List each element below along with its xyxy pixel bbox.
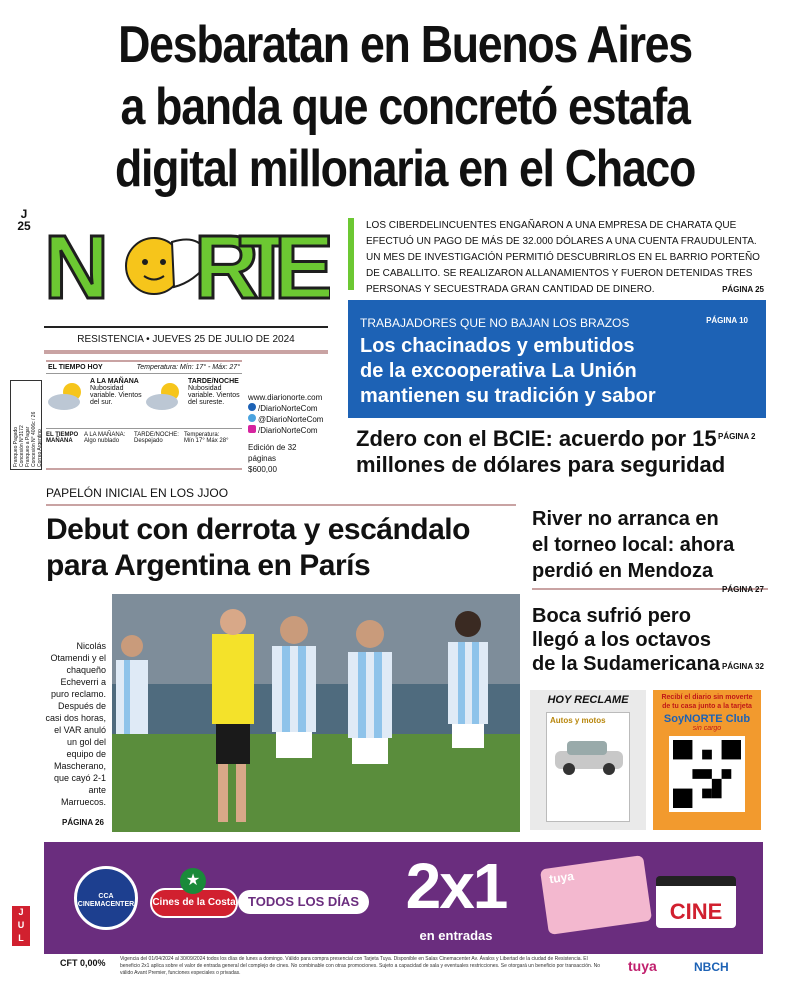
dateline: RESISTENCIA • JUEVES 25 DE JULIO DE 2024	[44, 326, 328, 345]
ad-fine-print: Vigencia del 01/04/2024 al 30/09/2024 todos los días de lunes a domingo. Válido para compra presencial con Tarjeta Tuya. Disponible en Salas Cinemacenter Av. Ávalos y Libertad de la ciudad de Resistencia. El beneficio 2x1 aplica sobre el valor de entrada general del complejo de cines. No combinable con otras promociones. Sujeto a capacidad de sala y eventuales restricciones. Se otorgará un beneficio por transacción. No válido Avant Premier, funciones especiales o privadas.	[120, 956, 601, 976]
contact-info	[248, 392, 338, 475]
reclame-subtitle: Autos y motos	[550, 716, 606, 725]
cinema-ad[interactable]	[44, 842, 763, 954]
day-marker	[14, 208, 34, 232]
page-ref: PÁGINA 32	[722, 662, 764, 671]
day-letter: J	[20, 207, 28, 221]
weather-afternoon	[144, 378, 242, 414]
postal-line: Correo Argentino	[37, 429, 43, 467]
weather-title: EL TIEMPO HOY	[48, 364, 103, 371]
reclame-cover	[546, 712, 630, 822]
ad-promo: 2x1	[405, 850, 507, 922]
svg-text:N: N	[44, 222, 105, 310]
page-ref: PÁGINA 10	[706, 316, 748, 325]
headline-line-2: a banda que concretó estafa	[120, 78, 690, 136]
cinemacenter-logo: CCA CINEMACENTER	[74, 866, 138, 930]
postal-info-box	[10, 380, 42, 470]
tomorrow-morning-text: Algo nublado	[84, 438, 120, 444]
instagram-icon	[248, 425, 256, 433]
tomorrow-afternoon-text: Despejado	[134, 438, 163, 444]
edition-pages: Edición de 32 páginas	[248, 443, 297, 463]
page-ref: PÁGINA 27	[722, 585, 764, 594]
boca-line-2: llegó a los octavos	[532, 629, 711, 651]
soy-line-1: Recibí el diario sin moverte	[661, 694, 753, 701]
edition-price: $600,00	[248, 465, 277, 474]
afternoon-label: TARDE/NOCHE	[188, 378, 239, 385]
postal-line: Franqueo Pagado	[13, 426, 19, 467]
morning-label: A LA MAÑANA	[90, 378, 139, 385]
tomorrow-afternoon-label: TARDE/NOCHE:	[134, 432, 179, 438]
soy-brand: SoyNORTE Club	[663, 713, 751, 725]
qr-pattern	[673, 740, 741, 808]
boca-line-1: Boca sufrió pero	[532, 605, 691, 627]
feature-line-3: mantienen su tradición y sabor	[360, 385, 656, 407]
sun-cloud-icon	[144, 378, 188, 414]
soy-line-2: de tu casa junto a la tarjeta	[662, 703, 752, 710]
tomorrow-morning-label: A LA MAÑANA:	[84, 432, 126, 438]
feature-line-2: de la excooperativa La Unión	[360, 360, 637, 382]
facebook-link[interactable]: /DiarioNorteCom	[248, 403, 338, 414]
postal-line: Concesión N° 4006c / 26	[31, 411, 37, 467]
tomorrow-temp-text: Mín 17° Máx 28°	[184, 438, 229, 444]
lede-summary[interactable]	[348, 218, 766, 298]
qr-code-icon[interactable]	[669, 736, 745, 812]
feature-story[interactable]	[348, 300, 766, 418]
ad-days: TODOS LOS DÍAS	[238, 890, 369, 914]
main-headline[interactable]	[83, 14, 728, 200]
main-line-2: para Argentina en París	[46, 549, 371, 582]
main-kicker: PAPELÓN INICIAL EN LOS JJOO	[46, 486, 516, 506]
feature-line-1: Los chacinados y embutidos	[360, 335, 635, 357]
postal-line: Franqueo a Pagar	[25, 426, 31, 467]
twitter-link[interactable]: @DiarioNorteCom	[248, 414, 338, 425]
website-link[interactable]: www.diarionorte.com	[248, 393, 323, 402]
weather-temperature: Temperatura: Mín: 17° - Máx: 27°	[136, 364, 240, 371]
story-river[interactable]	[532, 506, 768, 590]
page-ref: PÁGINA 25	[722, 285, 764, 294]
ad-promo-sub: en entradas	[419, 928, 493, 943]
promo-soynorte[interactable]	[653, 690, 761, 830]
tuya-logo: tuya	[628, 958, 657, 974]
football-photo	[112, 594, 520, 832]
boca-line-3: de la Sudamericana	[532, 653, 720, 675]
divider	[44, 350, 328, 354]
soy-tag: sin cargo	[692, 725, 722, 732]
cines-costa-logo: Cines de la Costa	[150, 888, 238, 918]
morning-text: Nubosidad variable. Vientos del sur.	[90, 385, 142, 406]
sun-cloud-icon	[46, 378, 90, 414]
facebook-icon	[248, 403, 256, 411]
story2-line-2: millones de dólares para seguridad	[356, 452, 726, 477]
ad-cft: CFT 0,00%	[60, 958, 106, 968]
reclame-title: HOY RECLAME	[547, 694, 629, 706]
norte-logo-graphic	[44, 222, 330, 310]
page-ref: PÁGINA 2	[718, 432, 756, 441]
headline-line-1: Desbaratan en Buenos Aires	[118, 16, 692, 74]
lede-text: LOS CIBERDELINCUENTES ENGAÑARON A UNA EMPRESA DE CHARATA QUE EFECTUÓ UN PAGO DE MÁS DE 32.000 DÓLARES A UNA CUENTA FRAUDULENTA. UN MES DE INVESTIGACIÓN PERMITIÓ DESCUBRIRLOS EN EL BARRIO PORTEÑO DE CABALLITO. SE REALIZARON ALLANAMIENTOS Y FUERON DETENIDAS TRES PERSONAS Y SECUESTRADA GRAN CANTIDAD DE DINERO.	[366, 220, 760, 295]
svg-text:RTE: RTE	[194, 222, 330, 310]
headline-line-3: digital millonaria en el Chaco	[114, 140, 696, 198]
postal-line: Concesión N°3172	[19, 425, 25, 467]
main-story-headline[interactable]	[46, 512, 526, 584]
day-number: 25	[17, 219, 31, 233]
month-tab: JUL	[12, 906, 30, 946]
river-line-1: River no arranca en	[532, 508, 719, 530]
star-icon: ★	[180, 868, 206, 894]
weather-box	[46, 360, 242, 470]
story-zdero[interactable]	[356, 426, 766, 478]
weather-morning	[46, 378, 144, 414]
feature-kicker: TRABAJADORES QUE NO BAJAN LOS BRAZOS	[360, 316, 630, 330]
norte-logo[interactable]	[44, 222, 330, 310]
main-line-1: Debut con derrota y escándalo	[46, 513, 470, 546]
car-icon	[549, 737, 629, 777]
tomorrow-label: EL TIEMPO MAÑANA	[46, 432, 79, 444]
twitter-icon	[248, 414, 256, 422]
photo-caption: Nicolás Otamendi y el chaqueño Echeverri a puro reclamo. Después de casi dos horas, el VAR anuló un gol del equipo de Mascherano, que cayó 2-1 ante Marruecos.	[45, 641, 106, 807]
cine-clapperboard: CINE	[656, 876, 736, 928]
page-ref: PÁGINA 26	[62, 818, 104, 827]
river-line-2: el torneo local: ahora	[532, 534, 735, 556]
nbch-logo: NBCH	[694, 960, 729, 974]
afternoon-text: Nubosidad variable. Vientos del sureste.	[188, 385, 240, 406]
main-photo[interactable]	[112, 594, 520, 832]
river-line-3: perdió en Mendoza	[532, 560, 714, 582]
instagram-link[interactable]: /DiarioNorteCom	[248, 425, 338, 436]
tuya-card: tuya	[540, 855, 652, 935]
story2-line-1: Zdero con el BCIE: acuerdo por 15	[356, 426, 717, 451]
tomorrow-temp-label: Temperatura:	[184, 432, 220, 438]
promo-reclame[interactable]	[530, 690, 646, 830]
